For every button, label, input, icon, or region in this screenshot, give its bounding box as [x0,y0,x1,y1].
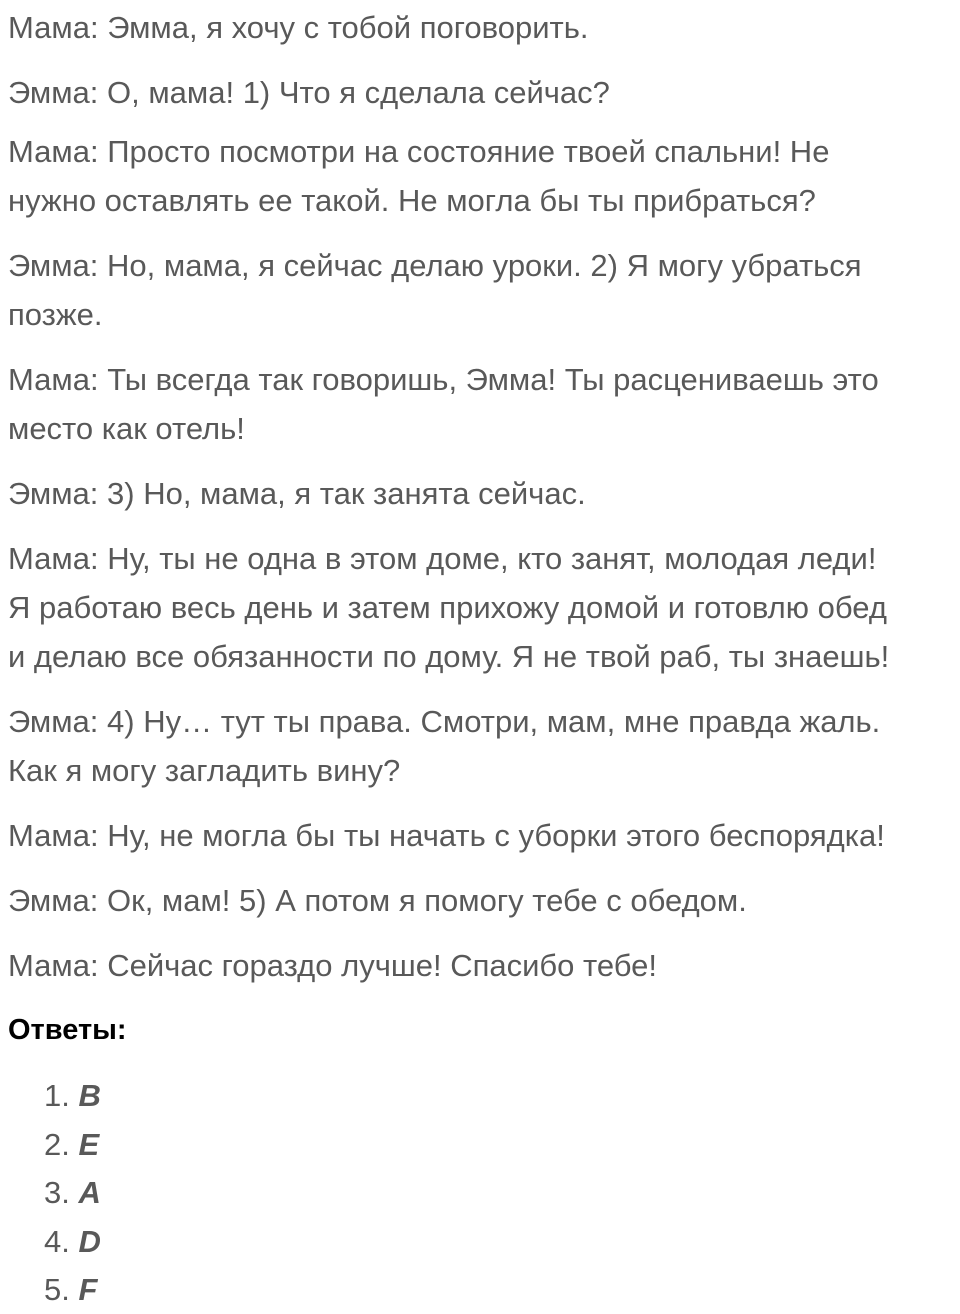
answer-number: 5. [44,1272,70,1307]
dialogue-line-3-2: нужно оставлять ее такой. Не могла бы ты прибраться? [8,183,816,218]
dialogue-line-4-2: позже. [8,297,103,332]
answer-item-5 [44,1266,97,1314]
dialogue-line-8-1: Эмма: 4) Ну… тут ты права. Смотри, мам, мне правда жаль. [8,704,881,739]
answer-item-2 [44,1121,99,1169]
answer-number: 3. [44,1175,70,1210]
answers-heading: Ответы: [8,1014,127,1046]
dialogue-line-8-2: Как я могу загладить вину? [8,753,401,788]
dialogue-line-4-1: Эмма: Но, мама, я сейчас делаю уроки. 2) Я могу убраться [8,248,862,283]
answer-item-4 [44,1218,101,1266]
dialogue-line-9-1: Мама: Ну, не могла бы ты начать с уборки этого беспорядка! [8,818,885,853]
dialogue-line-2-1: Эмма: О, мама! 1) Что я сделала сейчас? [8,75,610,110]
answer-letter: A [78,1175,101,1210]
dialogue-line-7-1: Мама: Ну, ты не одна в этом доме, кто занят, молодая леди! [8,541,877,576]
dialogue-line-1-1: Мама: Эмма, я хочу с тобой поговорить. [8,10,589,45]
dialogue-line-3-1: Мама: Просто посмотри на состояние твоей спальни! Не [8,134,830,169]
answer-letter: B [78,1078,101,1113]
answer-number: 4. [44,1224,70,1259]
answer-item-1 [44,1072,101,1120]
dialogue-line-6-1: Эмма: 3) Но, мама, я так занята сейчас. [8,476,586,511]
answer-number: 2. [44,1127,70,1162]
dialogue-line-7-3: и делаю все обязанности по дому. Я не твой раб, ты знаешь! [8,639,890,674]
answer-letter: E [78,1127,100,1162]
dialogue-line-10-1: Эмма: Ок, мам! 5) А потом я помогу тебе с обедом. [8,883,747,918]
answer-letter: D [78,1224,101,1259]
dialogue-line-5-2: место как отель! [8,411,245,446]
answer-item-3 [44,1169,101,1217]
dialogue-line-11-1: Мама: Сейчас гораздо лучше! Спасибо тебе! [8,948,658,983]
answer-number: 1. [44,1078,70,1113]
dialogue-line-7-2: Я работаю весь день и затем прихожу домой и готовлю обед [8,590,887,625]
answer-letter: F [78,1272,98,1307]
dialogue-line-5-1: Мама: Ты всегда так говоришь, Эмма! Ты расцениваешь это [8,362,879,397]
